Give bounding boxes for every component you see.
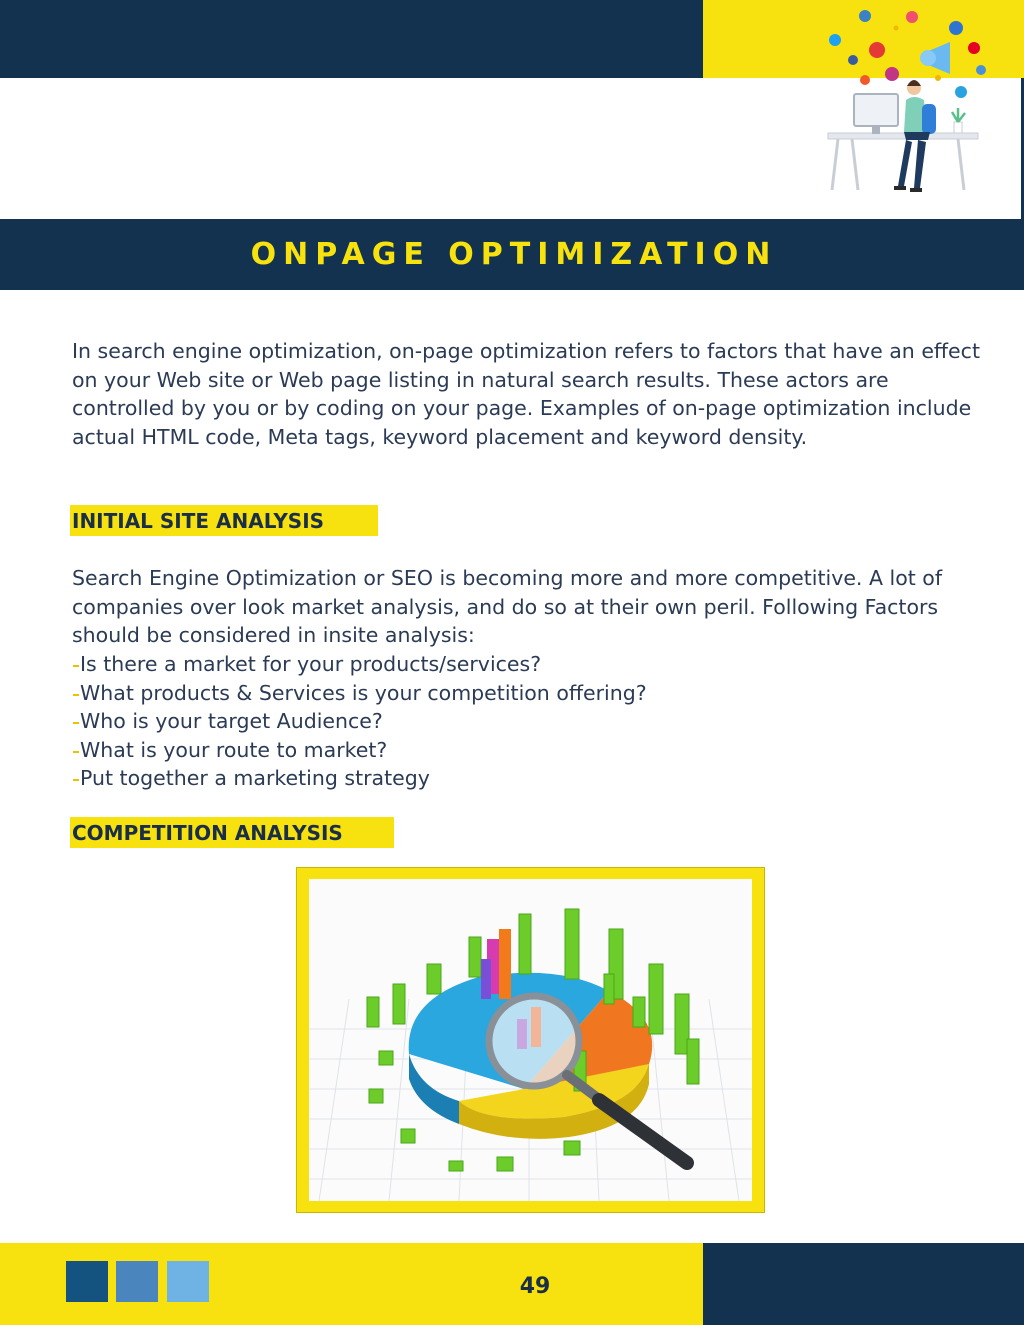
page-title: ONPAGE OPTIMIZATION — [250, 237, 778, 272]
title-band — [0, 219, 1024, 290]
list-item: What is your route to market? — [72, 736, 647, 765]
pie-chart-magnifier-image — [309, 879, 752, 1201]
footer-square-light — [167, 1261, 209, 1302]
chair-back — [922, 104, 936, 134]
facebook-icon — [949, 21, 963, 35]
competition-analysis-heading: COMPETITION ANALYSIS — [72, 820, 343, 845]
footer-navy-band — [703, 1243, 1024, 1325]
telegram-icon — [955, 86, 967, 98]
section-heading-highlight — [70, 817, 394, 848]
list-item: Put together a marketing strategy — [72, 764, 647, 793]
page-number: 49 — [519, 1274, 551, 1299]
list-item: What products & Services is your competition offering? — [72, 679, 647, 708]
site-analysis-paragraph: Search Engine Optimization or SEO is becoming more and more competitive. A lot of companies over look market analysis, and do so at their own peril. Following Factors should be considered in insite analysis: — [72, 566, 943, 647]
list-item: Who is your target Audience? — [72, 707, 647, 736]
at-icon — [906, 11, 918, 23]
instagram-icon — [885, 67, 899, 81]
analysis-factors-list — [72, 650, 647, 793]
initial-site-analysis-heading: INITIAL SITE ANALYSIS — [72, 508, 325, 533]
section-heading-highlight — [70, 505, 378, 536]
like-icon — [859, 10, 871, 22]
footer-square-dark — [66, 1261, 108, 1302]
twitter-icon — [829, 34, 841, 46]
small-heart-icon — [860, 75, 870, 85]
thumbs-icon — [976, 65, 986, 75]
person-at-computer-illustration — [818, 8, 988, 198]
tumblr-icon — [848, 55, 858, 65]
header-navy-band — [0, 0, 703, 78]
pinterest-icon — [968, 42, 980, 54]
youtube-icon — [869, 42, 885, 58]
list-item: Is there a market for your products/services? — [72, 650, 647, 679]
intro-paragraph: In search engine optimization, on-page optimization refers to factors that have an effect on your Web site or Web page listing in natural search results. These actors are controlled by you or by coding on your page. Examples of on-page optimization include actual HTML code, Meta tags, keyword placement and keyword density. — [72, 339, 980, 449]
footer-square-mid — [116, 1261, 158, 1302]
image-frame — [297, 868, 764, 1212]
